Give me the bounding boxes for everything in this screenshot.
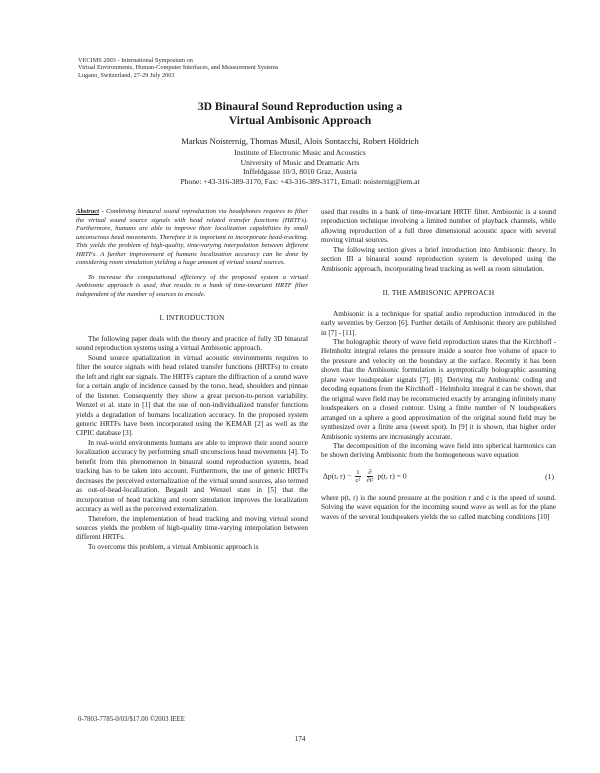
equation-number: (1) [545, 471, 554, 481]
equation-rhs: p(t, r) = 0 [377, 471, 407, 481]
conference-header [78, 57, 278, 79]
fraction-numerator: 1 [356, 468, 360, 476]
equation-fraction [355, 469, 360, 484]
abstract-label: Abstract [76, 208, 100, 215]
equation-lhs: Δp(t, r) − [323, 471, 352, 481]
abstract-text-1: - Combining binaural sound reproduction via headphones requires to filter the virtual sound source signals with head related transfer functions (HRTFs). Furthermore, humans are able to improve their localization capabilities by small unconscious head movements. Therefore it is important to incorporate head-tracking. This yields the problem of high-quality, time-varying interpolation between different HRTFs. A further improvement of humans localization accuracy can be done by considering room simulation yielding a huge amount of virtual sound sources. [76, 208, 308, 267]
conference-line-2: Virtual Environments, Human-Computer Interfaces, and Measurement Systems [78, 64, 279, 72]
affiliation-contact: Phone: +43-316-389-3170, Fax: +43-316-389-3171, Email: noisternig@iem.at [180, 176, 420, 186]
intro-paragraph-2: Sound source spatialization in virtual acoustic environments requires to filter the source signals with head related transfer functions (HRTFs) to create the left and right ear signals. The HRTFs capture the diffraction of a sound wave for a certain angle of incidence caused by the torso, head, shoulders and pinnae of the listener. Consequently they show a great person-to-person variability. Wenzel et al. state in [1] that the use of non-individualized transfer functions yields a degradation of humans localization accuracy. In the proposed system generic HRTFs have been incorporated using the KEMAR [2] as well as the CIPIC database [3]. [76, 353, 308, 438]
partial-numerator: ∂ [368, 468, 372, 476]
equation-body [323, 469, 407, 484]
conference-line-1: VECIMS 2003 - International Symposium on [78, 57, 193, 64]
right-paragraph-continued: used that results in a bank of time-invariant HRTF filter. Ambisonic is a sound reproduction technique involving a limited number of playback channels, while allowing reproduction of a full three dimensional acoustic space with several moving virtual sources. [321, 208, 556, 245]
paper-title [0, 100, 600, 128]
abstract-paragraph-1 [76, 208, 308, 268]
affiliation [0, 148, 600, 186]
abstract-paragraph-2: To increase the computational efficiency of the proposed system a virtual Ambisonic approach is used, that results in a bank of time-invariant HRTF filter independent of the number of sources to encode. [76, 273, 308, 298]
right-paragraph-outline: The following section gives a brief introduction into Ambisonic theory. In section III a binaural sound reproduction system is developed using the Ambisonic approach, incorporating head tracking as well as room simulation. [321, 245, 556, 273]
intro-paragraph-1: The following paper deals with the theory and practice of fully 3D binaural sound reproduction systems using a virtual Ambisonic approach. [76, 334, 308, 353]
title-line-2: Virtual Ambisonic Approach [228, 114, 372, 127]
wave-equation [321, 469, 556, 484]
intro-paragraph-3: In real-world environments humans are able to improve their sound source localization accuracy by performing small unconscious head movements [4]. To benefit from this phenomenon in binaural sound reproduction systems, head tracking has to be taken into account. Furthermore, the use of generic HRTFs decreases the perceived externalization of the virtual sound sources, also termed as out-of-head-localization. Begault and Wenzel state in [5] that the incorporation of head tracking and room simulation improves the localization accuracy as well as the perceived externalization. [76, 438, 308, 514]
intro-paragraph-5: To overcome this problem, a virtual Ambisonic approach is [88, 542, 259, 551]
page-number: 174 [294, 735, 306, 743]
ambisonic-paragraph-1: Ambisonic is a technique for spatial audio reproduction introduced in the early seventies by Gerzon [6]. Further details of Ambisonic theory are published in [7] - [11]. [321, 309, 556, 337]
equation-partial [366, 469, 373, 484]
fraction-denominator: c² [355, 476, 361, 484]
affiliation-line-3: Inffeldgasse 10/3, 8010 Graz, Austria [243, 167, 357, 177]
left-column [76, 208, 308, 552]
affiliation-line-1: Institute of Electronic Music and Acoustics [234, 148, 366, 157]
ambisonic-paragraph-4: where p(t, r) is the sound pressure at the position r and c is the speed of sound. Solving the wave equation for the incoming sound wave as well as for the plane waves of the several loudspeakers yields the so called matching conditions [10] [321, 493, 556, 521]
partial-denominator: ∂t² [366, 476, 374, 484]
section-heading-ambisonic: II. THE AMBISONIC APPROACH [382, 288, 495, 298]
right-column [321, 208, 556, 522]
section-heading-introduction: I. INTRODUCTION [159, 313, 225, 323]
affiliation-line-2: University of Music and Dramatic Arts [240, 157, 360, 167]
title-line-1: 3D Binaural Sound Reproduction using a [197, 100, 403, 113]
ambisonic-paragraph-2: The holographic theory of wave field reproduction states that the Kirchhoff - Helmholtz integral relates the pressure inside a source free volume of space to the pressure and velocity on the boundary at the surface. Recently it has been shown that the Ambisonic formulation is asymptotically holographic assuming plane wave loudspeaker signals [7], [8]. Deriving the Ambisonic coding and decoding equations from the Kirchhoff - Helmholtz integral it can be shown, that the original wave field may be reconstructed exactly by arranging infinitely many loudspeakers on a closed contour. Using a finite number of N loudspeakers arranged on a sphere a good approximation of the original sound field may be synthesized over a finite area (sweet spot). In [9] it is shown, that higher order Ambisonic systems are increasingly accurate. [321, 337, 556, 441]
conference-line-3: Lugano, Switzerland, 27-29 July 2003 [78, 71, 175, 79]
copyright-notice: 0-7803-7785-0/03/$17.00 ©2003 IEEE [78, 716, 185, 723]
ambisonic-paragraph-3: The decomposition of the incoming wave field into spherical harmonics can be shown deriving Ambisonic from the homogeneous wave equation [321, 441, 556, 460]
author-list: Markus Noisternig, Thomas Musil, Alois Sontacchi, Robert Höldrich [181, 136, 419, 146]
intro-paragraph-4: Therefore, the implementation of head tracking and moving virtual sound sources yields the problem of high-quality time-varying interpolation between different HRTFs. [76, 514, 308, 542]
